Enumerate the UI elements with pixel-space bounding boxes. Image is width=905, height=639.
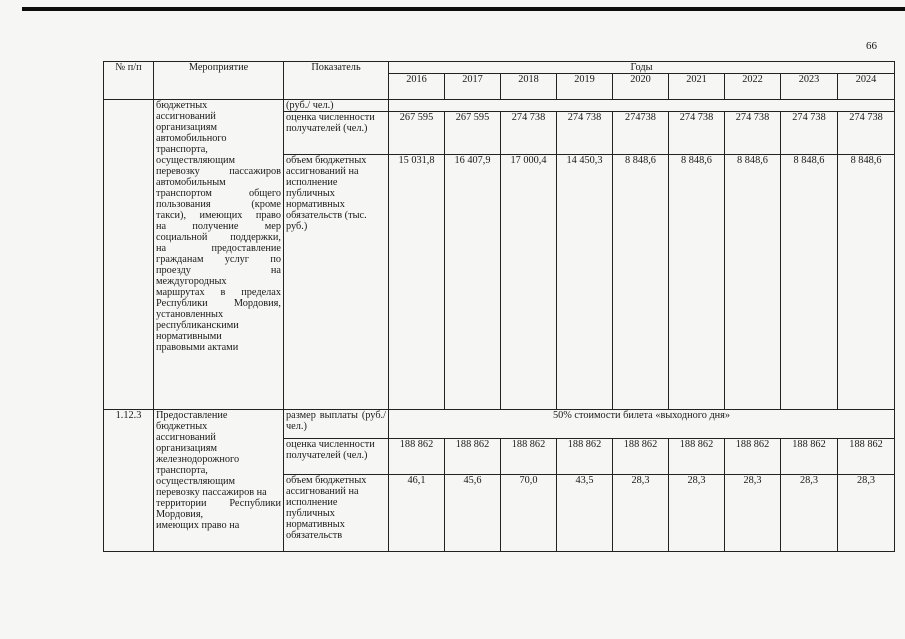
header-years: Годы	[389, 62, 895, 74]
value-cell: 188 862	[838, 439, 895, 475]
event-line: пользования (кроме	[156, 199, 281, 210]
value-cell: 274 738	[501, 112, 557, 155]
year-cell: 2022	[725, 74, 781, 100]
table-row	[104, 100, 895, 112]
event-line: транспортом общего	[156, 188, 281, 199]
event-line: на предоставление	[156, 243, 281, 254]
event-line: территории Республики	[156, 498, 281, 509]
event-line: организациям	[156, 443, 218, 454]
event-line: правовыми актами	[156, 342, 239, 353]
event-line: бюджетных	[156, 421, 208, 432]
value-cell: 43,5	[557, 475, 613, 552]
header-indicator: Показатель	[284, 62, 389, 100]
value-cell: 8 848,6	[669, 155, 725, 410]
value-cell: 274 738	[725, 112, 781, 155]
value-cell: 8 848,6	[781, 155, 838, 410]
value-cell: 274738	[613, 112, 669, 155]
value-cell: 188 862	[557, 439, 613, 475]
value-cell: 28,3	[725, 475, 781, 552]
event-line: имеющих право на	[156, 520, 240, 531]
event-line: ассигнований	[156, 111, 216, 122]
value-cell: 188 862	[669, 439, 725, 475]
value-cell: 274 738	[557, 112, 613, 155]
year-cell: 2019	[557, 74, 613, 100]
event-line: республиканскими	[156, 320, 239, 331]
value-cell: 16 407,9	[445, 155, 501, 410]
event-line: транспорта,	[156, 144, 208, 155]
empty-cell	[389, 100, 895, 112]
value-cell: 8 848,6	[838, 155, 895, 410]
indicator-cell: оценка численности получателей (чел.)	[284, 112, 389, 155]
header-event: Мероприятие	[154, 62, 284, 100]
value-cell: 188 862	[725, 439, 781, 475]
indicator-cell: объем бюджетных ассигнований на исполнение публичных нормативных обязательств (тыс. руб.)	[284, 155, 389, 410]
value-cell: 28,3	[838, 475, 895, 552]
value-cell: 188 862	[501, 439, 557, 475]
event-line: ассигнований	[156, 432, 216, 443]
event-description	[154, 100, 284, 410]
table-row	[104, 410, 895, 439]
year-cell: 2023	[781, 74, 838, 100]
value-cell: 45,6	[445, 475, 501, 552]
year-cell: 2017	[445, 74, 501, 100]
year-cell: 2020	[613, 74, 669, 100]
year-cell: 2018	[501, 74, 557, 100]
year-cell: 2024	[838, 74, 895, 100]
value-cell: 188 862	[781, 439, 838, 475]
budget-table	[103, 61, 895, 552]
value-cell: 15 031,8	[389, 155, 445, 410]
event-line: организациям	[156, 122, 218, 133]
value-cell: 46,1	[389, 475, 445, 552]
event-line: железнодорожного	[156, 454, 240, 465]
event-line: установленных	[156, 309, 224, 320]
event-line: бюджетных	[156, 100, 208, 111]
value-cell: 8 848,6	[613, 155, 669, 410]
value-cell: 188 862	[445, 439, 501, 475]
value-cell: 17 000,4	[501, 155, 557, 410]
event-line: осуществляющим	[156, 155, 236, 166]
value-cell: 274 738	[838, 112, 895, 155]
event-line: транспорта,	[156, 465, 208, 476]
event-line: Предоставление	[156, 410, 228, 421]
value-cell: 28,3	[669, 475, 725, 552]
value-cell: 188 862	[389, 439, 445, 475]
indicator-cell: оценка численности получателей (чел.)	[284, 439, 389, 475]
event-line: междугородных	[156, 276, 227, 287]
value-cell: 70,0	[501, 475, 557, 552]
value-cell: 8 848,6	[725, 155, 781, 410]
value-cell: 267 595	[445, 112, 501, 155]
event-line: Мордовия,	[156, 509, 204, 520]
event-line: Республики Мордовия,	[156, 298, 281, 309]
event-line: проезду на	[156, 265, 281, 276]
event-line: на получение мер	[156, 221, 281, 232]
indicator-cell: размер выплаты (руб./ чел.)	[284, 410, 389, 439]
value-cell: 267 595	[389, 112, 445, 155]
value-cell: 14 450,3	[557, 155, 613, 410]
row-number: 1.12.3	[104, 410, 154, 552]
event-line: нормативными	[156, 331, 222, 342]
header-row	[104, 62, 895, 74]
page-number: 66	[866, 40, 877, 52]
event-description	[154, 410, 284, 552]
header-number: № п/п	[104, 62, 154, 100]
event-line: социальной поддержки,	[156, 232, 281, 243]
year-cell: 2021	[669, 74, 725, 100]
year-cell: 2016	[389, 74, 445, 100]
row-number	[104, 100, 154, 410]
indicator-cell: объем бюджетных ассигнований на исполнение публичных нормативных обязательств	[284, 475, 389, 552]
indicator-cell: (руб./ чел.)	[284, 100, 389, 112]
value-cell: 188 862	[613, 439, 669, 475]
value-cell: 28,3	[781, 475, 838, 552]
event-line: автомобильным	[156, 177, 226, 188]
event-line: автомобильного	[156, 133, 227, 144]
event-line: такси), имеющих право	[156, 210, 281, 221]
event-line: гражданам услуг по	[156, 254, 281, 265]
value-cell: 274 738	[669, 112, 725, 155]
event-line: маршрутах в пределах	[156, 287, 281, 298]
value-cell: 274 738	[781, 112, 838, 155]
event-line: осуществляющим	[156, 476, 236, 487]
payment-span-cell: 50% стоимости билета «выходного дня»	[389, 410, 895, 439]
event-line: перевозку пассажиров	[156, 166, 281, 177]
value-cell: 28,3	[613, 475, 669, 552]
top-border-line	[22, 7, 905, 11]
event-line: перевозку пассажиров на	[156, 487, 267, 498]
